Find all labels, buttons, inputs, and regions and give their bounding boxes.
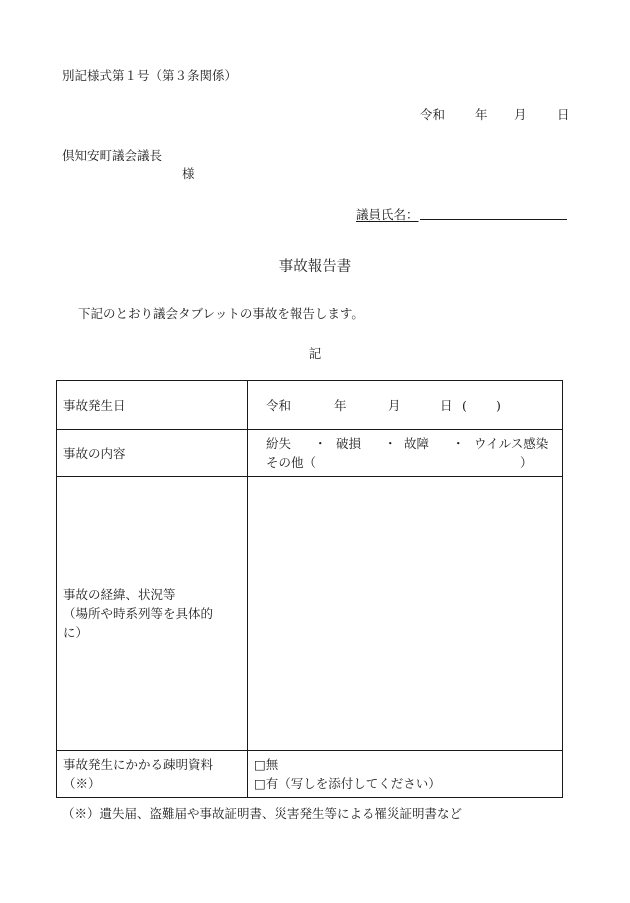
intro-text: 下記のとおり議会タブレットの事故を報告します。 [78,306,364,321]
type-separator: ・ [452,436,465,451]
other-close: ） [520,455,533,470]
type-separator: ・ [384,436,397,451]
date-field-day: 日 [440,397,453,413]
date-field-era: 令和 [266,397,292,413]
details-label [57,477,248,751]
evidence-label-line2: （※） [63,776,101,791]
date-day-label: 日 [557,107,570,122]
ki-heading: 記 [308,346,322,361]
type-malfunction[interactable]: 故障 [404,436,430,451]
date-field-year: 年 [334,397,347,413]
content-other [266,453,562,472]
evidence-option-yes[interactable]: □有（写しを添付してください） [254,776,441,791]
content-field[interactable] [248,430,563,477]
type-virus[interactable]: ウイルス感染 [474,436,549,451]
member-name-field[interactable] [420,219,567,220]
date-field-paren-open: ( [462,397,467,413]
details-field[interactable] [248,477,563,751]
member-name-text: 議員氏名： [356,207,419,222]
table-row-evidence [57,751,563,798]
honorific: 様 [182,166,195,181]
date-era: 令和 [420,107,446,122]
report-table [56,380,563,798]
date-field-month: 月 [388,397,401,413]
type-lost[interactable]: 紛失 [266,436,292,451]
footnote: （※）遺失届、盗難届や事故証明書、災害発生等による罹災証明書など [62,806,463,821]
evidence-label-line1: 事故発生にかかる疎明資料 [63,757,214,772]
table-row-content [57,430,563,477]
evidence-option-none[interactable]: □無 [254,757,279,772]
other-open[interactable]: その他（ [266,455,317,470]
type-separator: ・ [314,436,327,451]
evidence-label [57,751,248,798]
document-title: 事故報告書 [278,259,352,275]
details-label-line3: に） [63,625,89,640]
date-year-label: 年 [475,107,488,122]
details-label-line1: 事故の経緯、状況等 [63,587,176,602]
report-date [420,105,570,121]
details-label-line2: （場所や時系列等を具体的 [63,606,214,621]
content-label: 事故の内容 [57,430,248,477]
type-damaged[interactable]: 破損 [336,436,362,451]
table-row-date [57,381,563,430]
content-types [266,434,562,453]
table-row-details [57,477,563,751]
evidence-field [248,751,563,798]
form-number: 別記様式第１号（第３条関係） [62,68,238,83]
date-month-label: 月 [514,107,527,122]
date-field[interactable] [248,381,563,430]
date-field-paren-close: ) [496,397,501,413]
date-label: 事故発生日 [57,381,248,430]
addressee: 倶知安町議会議長 [62,148,163,163]
member-name-label [356,205,419,223]
